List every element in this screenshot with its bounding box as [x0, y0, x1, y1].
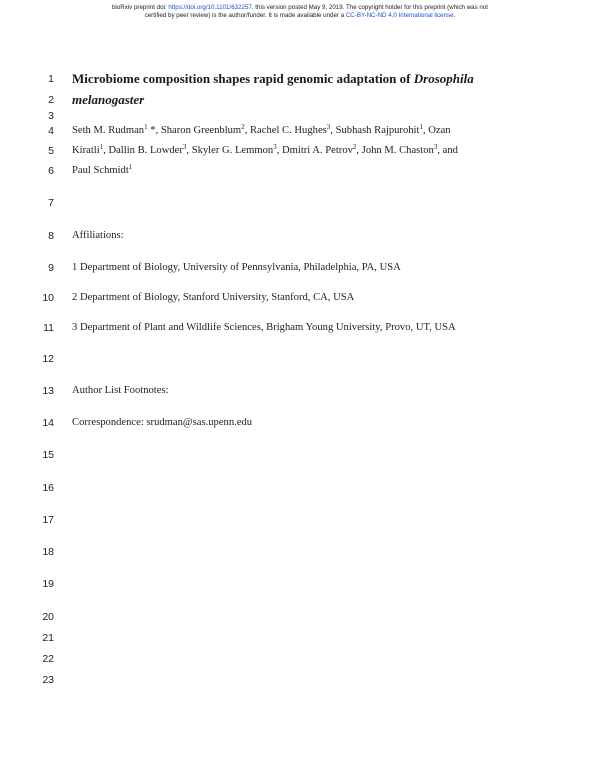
author-name: , Subhash Rajpurohit — [330, 125, 420, 136]
author-affiliation-mark: 1 — [144, 123, 148, 131]
license-link[interactable]: CC-BY-NC-ND 4.0 International license — [345, 12, 454, 19]
paper-title-line2 — [72, 92, 144, 108]
author-affiliation-mark: 3 — [326, 123, 331, 131]
author-footnotes-heading: Author List Footnotes: — [72, 385, 169, 396]
line-number: 5 — [48, 145, 54, 157]
preprint-header-line1 — [0, 4, 600, 12]
header-prefix: bioRxiv preprint doi: — [111, 4, 169, 11]
correspondence: Correspondence: srudman@sas.upenn.edu — [72, 417, 253, 428]
line-number: 21 — [42, 632, 54, 644]
doi-link[interactable]: https://doi.org/10.1101/632257 — [168, 4, 252, 11]
line-number: 11 — [43, 322, 54, 334]
header-suffix-2: . — [453, 12, 456, 19]
line-number: 14 — [42, 417, 54, 429]
paper-title-line1 — [72, 71, 474, 87]
paper-title-text: Microbiome composition shapes rapid genomic adaptation of — [72, 71, 414, 86]
paper-title-genus: Drosophila — [413, 71, 474, 86]
author-affiliation-mark: 3 — [433, 143, 438, 151]
line-number: 15 — [42, 449, 54, 461]
author-name: Kiratli — [72, 145, 100, 156]
affiliation-item: 2 Department of Biology, Stanford University, Stanford, CA, USA — [72, 292, 355, 303]
author-affiliation-mark: 3 — [182, 143, 187, 151]
line-number: 3 — [48, 110, 54, 122]
author-name: , Dallin B. Lowder — [103, 145, 183, 156]
author-affiliation-mark: 2 — [241, 123, 245, 131]
line-number: 8 — [48, 230, 54, 242]
author-affiliation-mark: 2 — [352, 143, 357, 151]
line-number: 20 — [42, 611, 54, 623]
line-number: 12 — [42, 353, 54, 365]
line-number: 7 — [48, 197, 54, 209]
author-name: , Sharon Greenblum — [155, 125, 242, 136]
author-affiliation-mark: 1 — [99, 143, 104, 151]
preprint-header-line2 — [0, 12, 600, 20]
affiliation-item: 1 Department of Biology, University of Pennsylvania, Philadelphia, PA, USA — [72, 262, 401, 273]
line-number: 9 — [48, 262, 54, 274]
affiliations-heading: Affiliations: — [72, 230, 124, 241]
line-number: 4 — [48, 125, 54, 137]
author-name: , Rachel C. Hughes — [244, 125, 327, 136]
preprint-header — [0, 4, 600, 20]
header-suffix: . this version posted May 9, 2019. The copyright holder for this preprint (which was not — [251, 4, 489, 11]
line-number: 6 — [48, 165, 54, 177]
line-number: 18 — [42, 546, 54, 558]
author-name: , Skyler G. Lemmon — [186, 145, 274, 156]
line-number: 2 — [48, 94, 54, 106]
author-name: Paul Schmidt — [72, 165, 129, 176]
line-number: 10 — [42, 292, 54, 304]
author-name: , and — [437, 145, 458, 156]
line-number: 23 — [42, 674, 54, 686]
paper-title-species: melanogaster — [72, 92, 145, 107]
author-line-2 — [72, 145, 458, 156]
author-name: Seth M. Rudman — [72, 125, 145, 136]
line-number: 16 — [42, 482, 54, 494]
author-name: , John M. Chaston — [356, 145, 434, 156]
affiliation-item: 3 Department of Plant and Wildlife Sciences, Brigham Young University, Provo, UT, USA — [72, 322, 456, 333]
author-line-1 — [72, 125, 451, 136]
author-name: , Ozan — [422, 125, 451, 136]
author-affiliation-mark: 1 — [419, 123, 423, 131]
author-affiliation-mark: 3 — [273, 143, 277, 151]
line-number: 22 — [42, 653, 54, 665]
author-line-3 — [72, 165, 132, 176]
author-affiliation-mark: 1 — [128, 163, 133, 171]
header-prefix-2: certified by peer review) is the author/funder. It is made available under a — [144, 12, 346, 19]
line-number: 1 — [48, 73, 54, 85]
corresponding-mark: * — [147, 125, 156, 136]
line-number: 19 — [42, 578, 54, 590]
author-name: , Dmitri A. Petrov — [276, 145, 353, 156]
line-number: 17 — [42, 514, 54, 526]
line-number: 13 — [42, 385, 54, 397]
